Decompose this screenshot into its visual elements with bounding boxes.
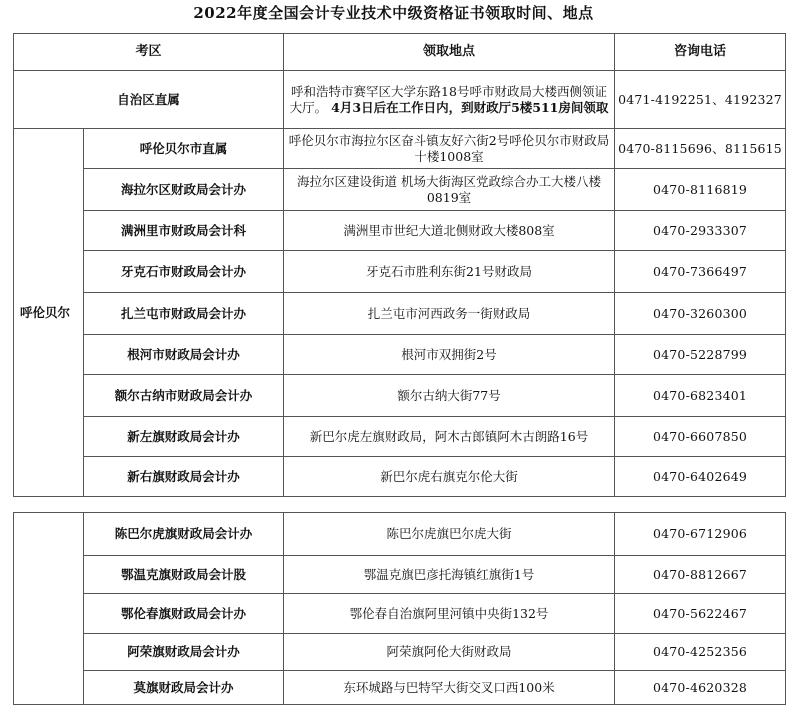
header-location: 领取地点 — [284, 34, 615, 71]
unit-name: 陈巴尔虎旗财政局会计办 — [84, 513, 284, 556]
unit-location: 鄂温克旗巴彦托海镇红旗街1号 — [284, 556, 615, 594]
unit-location: 牙克石市胜利东街21号财政局 — [284, 251, 615, 293]
table-row — [14, 375, 786, 417]
header-phone: 咨询电话 — [615, 34, 786, 71]
unit-name: 牙克石市财政局会计办 — [84, 251, 284, 293]
unit-location: 鄂伦春自治旗阿里河镇中央街132号 — [284, 594, 615, 634]
unit-phone: 0470-6712906 — [615, 513, 786, 556]
region-cell: 呼伦贝尔 — [14, 129, 84, 497]
unit-name: 呼伦贝尔市直属 — [84, 129, 284, 169]
direct-location — [284, 71, 615, 129]
unit-name: 根河市财政局会计办 — [84, 335, 284, 375]
table-row — [14, 335, 786, 375]
unit-phone: 0470-5622467 — [615, 594, 786, 634]
unit-location: 额尔古纳大街77号 — [284, 375, 615, 417]
table-row — [14, 169, 786, 211]
unit-location: 陈巴尔虎旗巴尔虎大街 — [284, 513, 615, 556]
table-row — [14, 211, 786, 251]
certificate-table-part-2 — [13, 512, 786, 705]
unit-location: 扎兰屯市河西政务一街财政局 — [284, 293, 615, 335]
table-row — [14, 513, 786, 556]
table-row — [14, 251, 786, 293]
direct-area: 自治区直属 — [14, 71, 284, 129]
unit-location: 满洲里市世纪大道北侧财政大楼808室 — [284, 211, 615, 251]
table-row — [14, 634, 786, 671]
table-row — [14, 417, 786, 457]
unit-name: 新右旗财政局会计办 — [84, 457, 284, 497]
region-continued-cell — [14, 513, 84, 705]
page-title: 2022年度全国会计专业技术中级资格证书领取时间、地点 — [193, 4, 594, 22]
unit-name: 鄂温克旗财政局会计股 — [84, 556, 284, 594]
direct-phone: 0471-4192251、4192327 — [615, 71, 786, 129]
direct-location-main: 呼和浩特市赛罕区大学东路18号呼市财政局大楼西侧领证大厅。 — [289, 83, 607, 115]
unit-phone: 0470-6607850 — [615, 417, 786, 457]
unit-phone: 0470-8115696、8115615 — [615, 129, 786, 169]
unit-phone: 0470-5228799 — [615, 335, 786, 375]
unit-phone: 0470-7366497 — [615, 251, 786, 293]
unit-phone: 0470-4252356 — [615, 634, 786, 671]
unit-location: 根河市双拥街2号 — [284, 335, 615, 375]
unit-phone: 0470-8812667 — [615, 556, 786, 594]
table-row — [14, 594, 786, 634]
table-row — [14, 556, 786, 594]
unit-name: 阿荣旗财政局会计办 — [84, 634, 284, 671]
table-row — [14, 671, 786, 705]
direct-location-note: 4月3日后在工作日内，到财政厅5楼511房间领取 — [331, 99, 609, 115]
unit-name: 海拉尔区财政局会计办 — [84, 169, 284, 211]
table-row — [14, 129, 786, 169]
table-row — [14, 457, 786, 497]
direct-row — [14, 71, 786, 129]
unit-name: 满洲里市财政局会计科 — [84, 211, 284, 251]
unit-phone: 0470-3260300 — [615, 293, 786, 335]
unit-phone: 0470-4620328 — [615, 671, 786, 705]
unit-location: 呼伦贝尔市海拉尔区奋斗镇友好六街2号呼伦贝尔市财政局十楼1008室 — [284, 129, 615, 169]
header-row — [14, 34, 786, 71]
unit-location: 阿荣旗阿伦大街财政局 — [284, 634, 615, 671]
unit-location: 东环城路与巴特罕大街交叉口西100米 — [284, 671, 615, 705]
unit-location: 海拉尔区建设街道 机场大街海区党政综合办工大楼八楼0819室 — [284, 169, 615, 211]
unit-name: 莫旗财政局会计办 — [84, 671, 284, 705]
certificate-table-part-1 — [13, 33, 786, 497]
unit-phone: 0470-8116819 — [615, 169, 786, 211]
unit-name: 新左旗财政局会计办 — [84, 417, 284, 457]
unit-name: 额尔古纳市财政局会计办 — [84, 375, 284, 417]
unit-name: 鄂伦春旗财政局会计办 — [84, 594, 284, 634]
header-area: 考区 — [14, 34, 284, 71]
unit-phone: 0470-6823401 — [615, 375, 786, 417]
table-row — [14, 293, 786, 335]
unit-location: 新巴尔虎右旗克尔伦大街 — [284, 457, 615, 497]
unit-phone: 0470-2933307 — [615, 211, 786, 251]
unit-location: 新巴尔虎左旗财政局，阿木古郎镇阿木古朗路16号 — [284, 417, 615, 457]
unit-name: 扎兰屯市财政局会计办 — [84, 293, 284, 335]
unit-phone: 0470-6402649 — [615, 457, 786, 497]
